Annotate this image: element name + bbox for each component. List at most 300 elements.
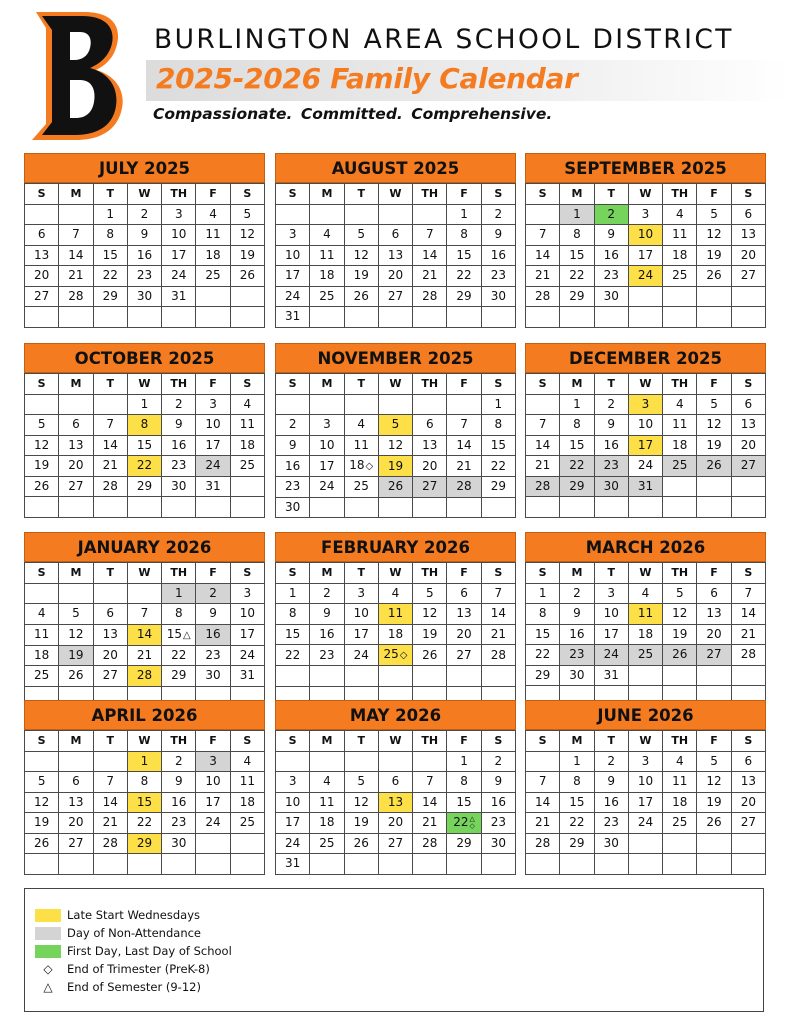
day-cell	[526, 497, 560, 518]
day-cell: 14	[447, 435, 481, 456]
day-cell: 3	[310, 415, 344, 436]
day-cell: 11	[378, 604, 412, 625]
month-title: MARCH 2026	[525, 532, 766, 562]
day-cell: 4	[663, 394, 697, 415]
day-cell: 20	[25, 266, 59, 287]
day-cell	[628, 665, 662, 686]
day-cell: 30	[560, 665, 594, 686]
day-cell: 18	[378, 624, 412, 645]
day-cell	[731, 497, 765, 518]
weekday-header: TH	[162, 374, 196, 395]
day-cell: 16	[162, 435, 196, 456]
day-cell: 4	[230, 394, 264, 415]
day-cell: 22	[276, 645, 310, 666]
weekday-header: F	[697, 374, 731, 395]
day-cell	[378, 854, 412, 875]
day-cell: 12	[697, 415, 731, 436]
day-cell	[59, 854, 93, 875]
day-cell: 29	[560, 833, 594, 854]
weekday-header: W	[378, 563, 412, 584]
day-cell	[697, 307, 731, 328]
day-cell: 2	[162, 394, 196, 415]
day-cell: 29	[127, 833, 161, 854]
weekday-header: M	[59, 374, 93, 395]
day-cell	[25, 204, 59, 225]
day-cell: 6	[93, 604, 127, 625]
diamond-icon: ◇	[43, 962, 53, 976]
day-cell	[663, 665, 697, 686]
day-cell: 8	[560, 225, 594, 246]
weekday-header: F	[196, 563, 230, 584]
weekday-header: W	[628, 374, 662, 395]
day-cell	[731, 286, 765, 307]
day-cell: 13	[378, 792, 412, 813]
weekday-header: S	[481, 731, 515, 752]
day-cell: 3	[594, 583, 628, 604]
day-cell: 31	[230, 666, 264, 687]
day-cell: 7	[413, 772, 447, 793]
day-cell: 19	[697, 245, 731, 266]
day-cell	[413, 394, 447, 415]
day-cell	[344, 394, 378, 415]
day-cell	[413, 854, 447, 875]
day-cell: 10	[628, 225, 662, 246]
day-cell	[276, 666, 310, 687]
day-cell: 22	[560, 813, 594, 834]
day-cell: 16	[127, 245, 161, 266]
weekday-header: T	[93, 184, 127, 205]
day-cell: 3	[276, 772, 310, 793]
weekday-header: S	[276, 184, 310, 205]
day-cell	[127, 583, 161, 604]
day-cell: 24	[628, 813, 662, 834]
day-cell: 2	[310, 583, 344, 604]
weekday-header: S	[25, 184, 59, 205]
day-cell: 2	[560, 583, 594, 604]
day-cell	[378, 204, 412, 225]
day-cell: 1	[560, 394, 594, 415]
day-cell	[413, 666, 447, 687]
day-cell: 10	[344, 604, 378, 625]
day-cell	[731, 833, 765, 854]
day-cell	[560, 854, 594, 875]
weekday-header: F	[697, 563, 731, 584]
day-cell: 8	[526, 604, 560, 625]
day-cell: 20	[378, 813, 412, 834]
day-cell: 23	[481, 813, 515, 834]
day-cell: 1	[127, 751, 161, 772]
day-cell: 9	[594, 225, 628, 246]
day-cell: 11	[25, 624, 59, 645]
day-cell	[344, 666, 378, 687]
month-title: APRIL 2026	[24, 700, 265, 730]
day-cell	[127, 307, 161, 328]
weekday-header: S	[276, 731, 310, 752]
day-cell	[663, 286, 697, 307]
month-title: FEBRUARY 2026	[275, 532, 516, 562]
day-cell: 21	[526, 266, 560, 287]
day-cell: 30	[162, 833, 196, 854]
day-cell	[697, 854, 731, 875]
day-cell: 12	[697, 772, 731, 793]
weekday-header: W	[127, 563, 161, 584]
month-title: NOVEMBER 2025	[275, 343, 516, 373]
day-cell	[25, 497, 59, 518]
month-title: SEPTEMBER 2025	[525, 153, 766, 183]
day-cell: 29	[481, 477, 515, 498]
day-cell: 27	[93, 666, 127, 687]
weekday-header: TH	[162, 563, 196, 584]
day-cell: 6	[59, 772, 93, 793]
day-cell: 11	[230, 415, 264, 436]
day-cell: 21	[447, 456, 481, 477]
day-cell: 1	[447, 751, 481, 772]
day-cell: 24	[196, 456, 230, 477]
day-cell	[310, 666, 344, 687]
day-cell	[697, 286, 731, 307]
day-cell: 19	[59, 645, 93, 666]
month-title: DECEMBER 2025	[525, 343, 766, 373]
day-cell	[378, 666, 412, 687]
weekday-header: W	[127, 184, 161, 205]
day-cell: 29	[127, 476, 161, 497]
day-cell: 9	[560, 604, 594, 625]
day-cell: 4	[378, 583, 412, 604]
day-cell: 23	[127, 266, 161, 287]
day-cell: 19	[697, 792, 731, 813]
month-december-2025	[525, 343, 766, 518]
day-cell: 10	[276, 245, 310, 266]
weekday-header: F	[697, 184, 731, 205]
day-cell: 9	[162, 415, 196, 436]
day-cell	[447, 497, 481, 518]
weekday-header: W	[127, 374, 161, 395]
day-cell	[526, 204, 560, 225]
day-cell: 21	[481, 624, 515, 645]
day-cell: 15	[560, 435, 594, 456]
day-cell: 14	[59, 245, 93, 266]
day-cell: 18	[25, 645, 59, 666]
day-cell: 25	[663, 813, 697, 834]
day-cell: 26	[413, 645, 447, 666]
weekday-header: S	[731, 731, 765, 752]
day-cell: 26	[697, 456, 731, 477]
day-cell	[93, 394, 127, 415]
day-cell: 15	[127, 435, 161, 456]
day-cell: 15	[526, 624, 560, 645]
day-cell: 27	[731, 456, 765, 477]
day-cell: 16	[481, 792, 515, 813]
day-cell	[344, 497, 378, 518]
day-cell	[447, 854, 481, 875]
day-cell: 11	[663, 772, 697, 793]
legend-late-start	[35, 907, 200, 923]
legend-first-last	[35, 943, 232, 959]
day-cell: 24	[628, 456, 662, 477]
day-cell: 6	[378, 225, 412, 246]
day-cell: 12	[413, 604, 447, 625]
day-cell: 25◇	[378, 645, 412, 666]
weekday-header: W	[378, 731, 412, 752]
day-cell: 8	[127, 772, 161, 793]
day-cell: 17	[162, 245, 196, 266]
weekday-header: T	[594, 184, 628, 205]
day-cell	[526, 394, 560, 415]
day-cell: 30	[594, 476, 628, 497]
diamond-icon: ◇	[365, 461, 374, 472]
day-cell: 8	[276, 604, 310, 625]
weekday-header: T	[93, 563, 127, 584]
day-cell	[378, 307, 412, 328]
month-may-2026	[275, 700, 516, 875]
day-cell: 7	[526, 225, 560, 246]
day-cell	[481, 307, 515, 328]
weekday-header: T	[93, 731, 127, 752]
weekday-header: M	[310, 563, 344, 584]
weekday-header: T	[594, 374, 628, 395]
day-cell	[731, 307, 765, 328]
weekday-header: TH	[413, 731, 447, 752]
day-cell: 2	[594, 394, 628, 415]
day-cell	[230, 854, 264, 875]
day-cell: 7	[93, 415, 127, 436]
day-cell	[93, 307, 127, 328]
day-cell: 8	[447, 772, 481, 793]
day-cell: 16	[594, 245, 628, 266]
day-cell: 28	[127, 666, 161, 687]
day-cell	[526, 307, 560, 328]
day-cell: 7	[731, 583, 765, 604]
day-cell: 21	[731, 624, 765, 645]
day-cell: 3	[628, 751, 662, 772]
weekday-header: TH	[663, 184, 697, 205]
day-cell: 4	[628, 583, 662, 604]
day-cell: 17	[276, 266, 310, 287]
day-cell: 21	[526, 456, 560, 477]
day-cell: 18	[628, 624, 662, 645]
day-cell: 24	[594, 645, 628, 666]
day-cell: 11	[344, 435, 378, 456]
day-cell: 26	[697, 813, 731, 834]
day-cell: 25	[344, 477, 378, 498]
day-cell: 13	[731, 772, 765, 793]
day-cell: 19	[25, 456, 59, 477]
weekday-header: M	[310, 184, 344, 205]
non-attendance-swatch	[35, 927, 61, 940]
day-cell	[447, 307, 481, 328]
day-cell: 13	[697, 604, 731, 625]
day-cell	[481, 497, 515, 518]
day-cell: 31	[628, 476, 662, 497]
day-cell: 30	[594, 286, 628, 307]
day-cell: 17	[628, 435, 662, 456]
day-cell: 31	[162, 286, 196, 307]
day-cell: 19	[413, 624, 447, 645]
day-cell: 30	[127, 286, 161, 307]
weekday-header: F	[447, 374, 481, 395]
weekday-header: S	[276, 563, 310, 584]
month-march-2026	[525, 532, 766, 707]
day-cell: 9	[481, 225, 515, 246]
month-february-2026	[275, 532, 516, 707]
legend	[24, 888, 764, 1012]
day-cell: 28	[93, 476, 127, 497]
day-cell	[162, 307, 196, 328]
day-cell: 23	[560, 645, 594, 666]
legend-label: Day of Non-Attendance	[67, 926, 202, 940]
weekday-header: S	[230, 731, 264, 752]
weekday-header: S	[526, 563, 560, 584]
triangle-icon: △	[43, 980, 53, 994]
day-cell: 20	[413, 456, 447, 477]
day-cell: 18	[310, 266, 344, 287]
late-start-swatch	[35, 909, 61, 922]
day-cell: 1	[276, 583, 310, 604]
day-cell: 27	[731, 266, 765, 287]
day-cell	[731, 665, 765, 686]
day-cell: 2	[481, 751, 515, 772]
day-cell: 9	[594, 772, 628, 793]
weekday-header: M	[310, 731, 344, 752]
day-cell: 20	[378, 266, 412, 287]
day-cell: 8	[560, 772, 594, 793]
day-cell: 30	[481, 833, 515, 854]
weekday-header: T	[594, 731, 628, 752]
day-cell: 12	[344, 792, 378, 813]
weekday-header: TH	[663, 374, 697, 395]
day-cell: 17	[628, 792, 662, 813]
weekday-header: S	[526, 374, 560, 395]
day-cell	[230, 286, 264, 307]
day-cell: 11	[628, 604, 662, 625]
day-cell: 21	[413, 813, 447, 834]
day-cell: 8	[127, 415, 161, 436]
day-cell	[344, 307, 378, 328]
day-cell: 22	[127, 813, 161, 834]
day-cell: 5	[697, 394, 731, 415]
weekday-header: S	[230, 184, 264, 205]
weekday-header: TH	[413, 184, 447, 205]
day-cell	[628, 307, 662, 328]
day-cell	[526, 751, 560, 772]
weekday-header: S	[230, 374, 264, 395]
day-cell: 14	[413, 792, 447, 813]
day-cell	[25, 583, 59, 604]
legend-label: End of Semester (9-12)	[67, 980, 201, 994]
day-cell	[276, 751, 310, 772]
day-cell	[697, 476, 731, 497]
weekday-header: T	[344, 563, 378, 584]
weekday-header: M	[560, 374, 594, 395]
day-cell	[196, 307, 230, 328]
day-cell: 2	[594, 751, 628, 772]
day-cell: 28	[413, 286, 447, 307]
day-cell	[93, 751, 127, 772]
day-cell: 5	[59, 604, 93, 625]
day-cell: 17	[344, 624, 378, 645]
day-cell: 2	[594, 204, 628, 225]
day-cell: 14	[93, 792, 127, 813]
day-cell: 20	[731, 245, 765, 266]
day-cell	[344, 204, 378, 225]
day-cell: 7	[481, 583, 515, 604]
weekday-header: F	[447, 563, 481, 584]
weekday-header: W	[628, 563, 662, 584]
day-cell	[731, 476, 765, 497]
day-cell	[196, 497, 230, 518]
day-cell	[594, 307, 628, 328]
day-cell: 23	[594, 456, 628, 477]
day-cell: 19	[230, 245, 264, 266]
month-january-2026	[24, 532, 265, 707]
day-cell	[663, 854, 697, 875]
day-cell	[310, 854, 344, 875]
day-cell: 5	[378, 415, 412, 436]
day-cell: 10	[310, 435, 344, 456]
day-cell: 26	[25, 476, 59, 497]
day-cell: 20	[59, 456, 93, 477]
day-cell: 17	[230, 624, 264, 645]
day-cell: 17	[310, 456, 344, 477]
day-cell	[413, 204, 447, 225]
weekday-header: T	[344, 374, 378, 395]
day-cell: 30	[276, 497, 310, 518]
day-cell: 26	[344, 833, 378, 854]
weekday-header: S	[526, 731, 560, 752]
day-cell	[310, 307, 344, 328]
day-cell	[697, 833, 731, 854]
weekday-header: M	[59, 184, 93, 205]
day-cell: 22	[526, 645, 560, 666]
day-cell: 28	[447, 477, 481, 498]
day-cell	[59, 583, 93, 604]
day-cell	[276, 204, 310, 225]
day-cell: 16	[560, 624, 594, 645]
day-cell: 12	[59, 624, 93, 645]
day-cell: 5	[344, 772, 378, 793]
day-cell: 13	[25, 245, 59, 266]
day-cell: 9	[481, 772, 515, 793]
day-cell: 28	[413, 833, 447, 854]
day-cell	[413, 751, 447, 772]
day-cell	[310, 751, 344, 772]
day-cell: 29	[526, 665, 560, 686]
day-cell: 9	[594, 415, 628, 436]
day-cell	[378, 751, 412, 772]
day-cell: 26	[378, 477, 412, 498]
weekday-header: M	[560, 731, 594, 752]
day-cell: 25	[310, 286, 344, 307]
day-cell: 22	[127, 456, 161, 477]
weekday-header: F	[447, 731, 481, 752]
day-cell: 17	[594, 624, 628, 645]
day-cell: 23	[162, 813, 196, 834]
day-cell: 26	[663, 645, 697, 666]
day-cell: 1	[560, 204, 594, 225]
day-cell: 29	[447, 286, 481, 307]
day-cell: 20	[731, 435, 765, 456]
triangle-icon: △	[183, 629, 191, 641]
day-cell: 11	[310, 245, 344, 266]
day-cell: 25	[628, 645, 662, 666]
day-cell: 8	[162, 604, 196, 625]
day-cell	[25, 854, 59, 875]
day-cell: 25	[310, 833, 344, 854]
weekday-header: M	[59, 731, 93, 752]
day-cell: 22	[560, 266, 594, 287]
day-cell: 10	[196, 772, 230, 793]
day-cell	[697, 665, 731, 686]
